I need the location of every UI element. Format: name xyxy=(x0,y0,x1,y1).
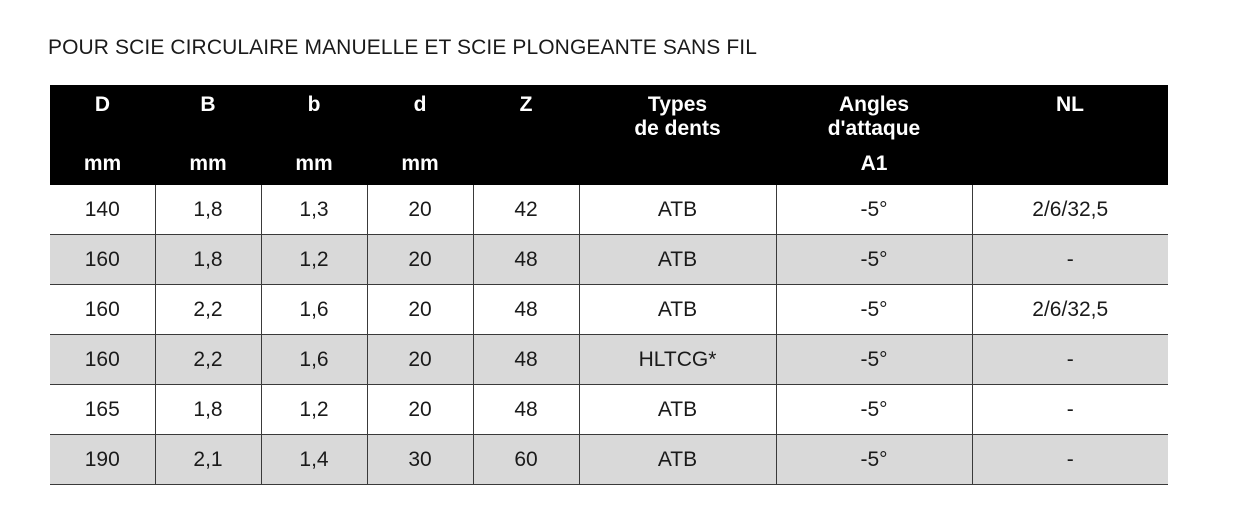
table-cell: 60 xyxy=(473,435,579,485)
table-cell: 48 xyxy=(473,385,579,435)
table-cell: 1,6 xyxy=(261,285,367,335)
unit-label: mm xyxy=(50,143,155,185)
table-cell: 1,8 xyxy=(155,235,261,285)
page-title: POUR SCIE CIRCULAIRE MANUELLE ET SCIE PLONGEANTE SANS FIL xyxy=(48,36,757,59)
table-cell: - xyxy=(972,435,1168,485)
header-label-row xyxy=(50,85,1168,143)
table-row xyxy=(50,435,1168,485)
header-unit-row xyxy=(50,143,1168,185)
table-cell: 2,2 xyxy=(155,285,261,335)
table-cell: 1,3 xyxy=(261,185,367,235)
table-cell: 30 xyxy=(367,435,473,485)
table-cell: ATB xyxy=(579,435,776,485)
table-cell: 190 xyxy=(50,435,155,485)
unit-label xyxy=(473,143,579,185)
table-body xyxy=(50,185,1168,485)
table-row xyxy=(50,235,1168,285)
table-cell: 1,4 xyxy=(261,435,367,485)
table-cell: 160 xyxy=(50,335,155,385)
column-header-d: d xyxy=(367,85,473,143)
table-header xyxy=(50,85,1168,185)
table-cell: 20 xyxy=(367,335,473,385)
table-cell: -5° xyxy=(776,435,972,485)
table-cell: -5° xyxy=(776,235,972,285)
table-row xyxy=(50,185,1168,235)
table-cell: 2/6/32,5 xyxy=(972,185,1168,235)
unit-label xyxy=(972,143,1168,185)
table-cell: ATB xyxy=(579,235,776,285)
table-cell: - xyxy=(972,235,1168,285)
table-cell: 20 xyxy=(367,385,473,435)
unit-label: A1 xyxy=(776,143,972,185)
column-header-b: b xyxy=(261,85,367,143)
table-cell: 140 xyxy=(50,185,155,235)
table-cell: 1,2 xyxy=(261,385,367,435)
column-header-rake-angle: Angles d'attaque xyxy=(776,85,972,143)
table-cell: -5° xyxy=(776,185,972,235)
unit-label: mm xyxy=(367,143,473,185)
table-cell: - xyxy=(972,385,1168,435)
table-row xyxy=(50,335,1168,385)
table-cell: HLTCG* xyxy=(579,335,776,385)
table-cell: ATB xyxy=(579,185,776,235)
table-cell: 2,1 xyxy=(155,435,261,485)
column-header-tooth-types: Types de dents xyxy=(579,85,776,143)
table-cell: -5° xyxy=(776,335,972,385)
table-cell: 1,2 xyxy=(261,235,367,285)
table-row xyxy=(50,285,1168,335)
table-cell: -5° xyxy=(776,385,972,435)
column-header-D: D xyxy=(50,85,155,143)
table-cell: 1,8 xyxy=(155,185,261,235)
table-cell: 160 xyxy=(50,235,155,285)
table-cell: 1,6 xyxy=(261,335,367,385)
column-header-Z: Z xyxy=(473,85,579,143)
table-cell: 20 xyxy=(367,285,473,335)
unit-label: mm xyxy=(155,143,261,185)
table-cell: 1,8 xyxy=(155,385,261,435)
table-cell: 20 xyxy=(367,235,473,285)
column-header-B: B xyxy=(155,85,261,143)
table-cell: 160 xyxy=(50,285,155,335)
table-cell: 48 xyxy=(473,235,579,285)
unit-label: mm xyxy=(261,143,367,185)
column-header-NL: NL xyxy=(972,85,1168,143)
table-cell: - xyxy=(972,335,1168,385)
table-cell: ATB xyxy=(579,385,776,435)
table-row xyxy=(50,385,1168,435)
table-cell: -5° xyxy=(776,285,972,335)
table-cell: 48 xyxy=(473,335,579,385)
unit-label xyxy=(579,143,776,185)
table-cell: ATB xyxy=(579,285,776,335)
table-cell: 42 xyxy=(473,185,579,235)
table-cell: 2/6/32,5 xyxy=(972,285,1168,335)
table-cell: 165 xyxy=(50,385,155,435)
saw-blade-table xyxy=(50,85,1168,485)
table-cell: 2,2 xyxy=(155,335,261,385)
table-cell: 48 xyxy=(473,285,579,335)
table-cell: 20 xyxy=(367,185,473,235)
